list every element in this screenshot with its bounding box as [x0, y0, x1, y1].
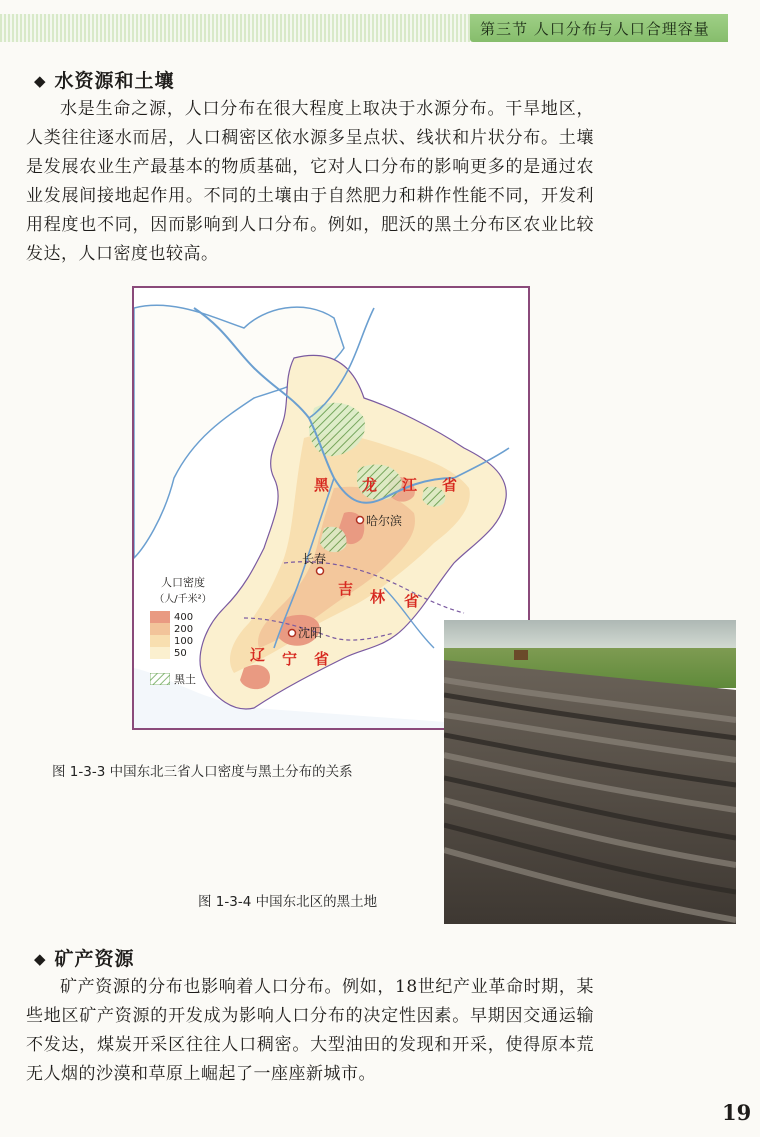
- photo-caption: 图 1-3-4 中国东北区的黑土地: [198, 894, 378, 910]
- legend-swatch: [150, 611, 170, 623]
- legend-level: 200: [174, 624, 194, 635]
- city-label-changchun: 长春: [302, 552, 327, 566]
- province-label: 林: [370, 588, 386, 606]
- legend-black-soil: [150, 671, 228, 687]
- province-label: 江: [402, 476, 418, 494]
- legend-scale: [150, 611, 228, 659]
- province-label: 宁: [282, 650, 298, 668]
- section-paragraph-minerals: 矿产资源的分布也影响着人口分布。例如，18世纪产业革命时期，某些地区矿产资源的开发成为影响人口分布的决定性因素。早期因交通运输不发达，煤炭开采区往往人口稠密。大型油田的发现和开采，使得原本荒无人烟的沙漠和草原上崛起了一座座新城市。: [26, 977, 594, 1084]
- legend-title: 人口密度: [161, 576, 205, 589]
- black-soil-swatch-icon: [150, 673, 170, 685]
- province-label: 吉: [338, 580, 354, 598]
- city-label-shenyang: 沈阳: [298, 626, 323, 640]
- map-legend: [138, 574, 228, 687]
- legend-level: 100: [174, 636, 194, 647]
- section-heading-text: 水资源和土壤: [54, 70, 175, 92]
- section-heading-text: 矿产资源: [54, 948, 135, 970]
- chapter-header: [0, 14, 760, 42]
- diamond-bullet-icon: ◆: [34, 950, 47, 968]
- province-label: 省: [314, 650, 330, 668]
- legend-level: 400: [174, 612, 194, 623]
- legend-unit: （人/千米²）: [154, 594, 212, 605]
- header-title: 第三节 人口分布与人口合理容量: [480, 20, 710, 38]
- province-label: 省: [442, 476, 458, 494]
- header-stripes: [0, 14, 470, 42]
- legend-swatch: [150, 647, 170, 659]
- black-soil-photo: [444, 620, 736, 924]
- city-label-harbin: 哈尔滨: [366, 514, 403, 528]
- section-heading-minerals: [34, 944, 135, 971]
- province-label: 黑: [314, 476, 330, 494]
- section-heading-water-soil: [34, 66, 175, 93]
- map-caption: 图 1-3-3 中国东北三省人口密度与黑土分布的关系: [52, 764, 353, 780]
- legend-level: 50: [174, 648, 187, 659]
- section-paragraph-water-soil: 水是生命之源，人口分布在很大程度上取决于水源分布。干旱地区，人类往往逐水而居，人口稠密区依水源多呈点状、线状和片状分布。土壤是发展农业生产最基本的物质基础，它对人口分布的影响更多的是通过农业发展间接地起作用。不同的土壤由于自然肥力和耕作性能不同，开发利用程度也不同，因而影响到人口分布。例如，肥沃的黑土分布区农业比较发达，人口密度也较高。: [26, 99, 594, 264]
- photo-graphic: [444, 620, 736, 924]
- legend-black-soil-label: 黑土: [174, 673, 196, 686]
- diamond-bullet-icon: ◆: [34, 72, 47, 90]
- legend-swatch: [150, 623, 170, 635]
- province-label: 省: [404, 592, 420, 610]
- page-number: 19: [722, 1100, 752, 1125]
- province-label: 辽: [250, 646, 266, 664]
- province-label: 龙: [362, 476, 378, 494]
- legend-swatch: [150, 635, 170, 647]
